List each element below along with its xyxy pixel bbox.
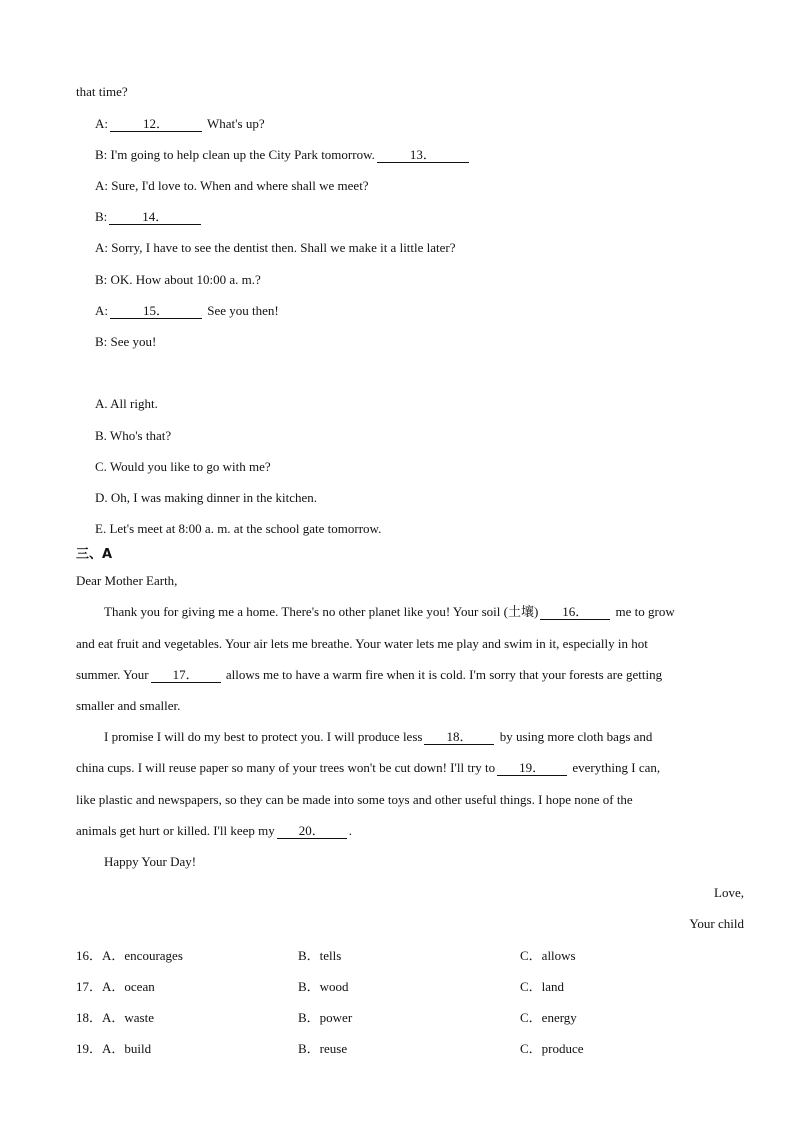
- answer-blank-17[interactable]: 17．: [151, 667, 221, 683]
- choice-c[interactable]: C．energy: [520, 1010, 577, 1025]
- choice-a[interactable]: A．encourages: [102, 948, 183, 963]
- dialogue-line-text: See you then!: [204, 303, 279, 318]
- question-number: 19．: [76, 1041, 103, 1056]
- answer-blank-13[interactable]: 13．: [377, 147, 469, 163]
- option-b: B. Who's that?: [95, 428, 172, 443]
- paragraph-text: Thank you for giving me a home. There's no other planet like you! Your soil (土壤): [104, 604, 539, 619]
- paragraph-text: allows me to have a warm fire when it is cold. I'm sorry that your forests are getting: [222, 667, 663, 682]
- answer-blank-12[interactable]: 12．: [110, 116, 202, 132]
- dialogue-line: [95, 208, 203, 226]
- option-d: D. Oh, I was making dinner in the kitchen.: [95, 490, 318, 505]
- paragraph-line: like plastic and newspapers, so they can be made into some toys and other useful things. I hope none of the: [76, 792, 633, 807]
- dialogue-line: B: See you!: [95, 334, 157, 349]
- dialogue-line-text: B: I'm going to help clean up the City Park tomorrow.: [95, 147, 375, 162]
- question-number: 17．: [76, 979, 103, 994]
- choice-row: [76, 1040, 151, 1058]
- choice-row: [76, 947, 183, 965]
- choice-c[interactable]: C．allows: [520, 948, 576, 963]
- paragraph-line: smaller and smaller.: [76, 698, 181, 713]
- choice-b[interactable]: B．power: [298, 1010, 353, 1025]
- answer-blank-18[interactable]: 18．: [424, 729, 494, 745]
- letter-signature: Your child: [689, 916, 744, 931]
- choice-a[interactable]: A．ocean: [102, 979, 155, 994]
- paragraph-line: [104, 603, 675, 621]
- paragraph-text: .: [348, 823, 352, 838]
- option-e: E. Let's meet at 8:00 a. m. at the school gate tomorrow.: [95, 521, 382, 536]
- dialogue-line-text: B:: [95, 209, 108, 224]
- dialogue-line: [95, 302, 279, 320]
- answer-blank-19[interactable]: 19．: [497, 760, 567, 776]
- choice-row: [76, 1009, 154, 1027]
- paragraph-line: [104, 728, 652, 746]
- dialogue-line: A: Sorry, I have to see the dentist then. Shall we make it a little later?: [95, 240, 456, 255]
- letter-salutation: Dear Mother Earth,: [76, 573, 178, 588]
- choice-b[interactable]: B．wood: [298, 979, 349, 994]
- answer-blank-14[interactable]: 14．: [109, 209, 201, 225]
- paragraph-text: by using more cloth bags and: [496, 729, 653, 744]
- paragraph-line: [76, 759, 660, 777]
- dialogue-line: [95, 115, 265, 133]
- choice-a[interactable]: A．waste: [102, 1010, 155, 1025]
- paragraph-text: I promise I will do my best to protect you. I will produce less: [104, 729, 423, 744]
- dialogue-line: B: OK. How about 10:00 a. m.?: [95, 272, 261, 287]
- paragraph-text: everything I can,: [569, 760, 661, 775]
- choice-b[interactable]: B．reuse: [298, 1041, 348, 1056]
- section-title: 三、A: [76, 547, 113, 562]
- answer-blank-15[interactable]: 15．: [110, 303, 202, 319]
- dialogue-line-text: A:: [95, 116, 108, 131]
- dialogue-line-text: A:: [95, 303, 108, 318]
- answer-blank-20[interactable]: 20．: [277, 823, 347, 839]
- choice-row: [76, 978, 155, 996]
- paragraph-text: summer. Your: [76, 667, 149, 682]
- paragraph-line: and eat fruit and vegetables. Your air lets me breathe. Your water lets me play and swim in it, especially in hot: [76, 636, 648, 651]
- question-number: 18．: [76, 1010, 103, 1025]
- choice-b[interactable]: B．tells: [298, 948, 342, 963]
- dialogue-line-text: What's up?: [204, 116, 265, 131]
- paragraph-text: me to grow: [612, 604, 675, 619]
- question-number: 16．: [76, 948, 103, 963]
- letter-signoff: Love,: [714, 885, 744, 900]
- choice-c[interactable]: C．produce: [520, 1041, 584, 1056]
- choice-c[interactable]: C．land: [520, 979, 565, 994]
- answer-blank-16[interactable]: 16．: [540, 604, 610, 620]
- dialogue-line: A: Sure, I'd love to. When and where shall we meet?: [95, 178, 369, 193]
- paragraph-text: animals get hurt or killed. I'll keep my: [76, 823, 275, 838]
- option-c: C. Would you like to go with me?: [95, 459, 271, 474]
- option-a: A. All right.: [95, 396, 158, 411]
- letter-closing: Happy Your Day!: [104, 854, 197, 869]
- dialogue-line: [95, 146, 471, 164]
- choice-a[interactable]: A．build: [102, 1041, 152, 1056]
- paragraph-line: [76, 822, 352, 840]
- dialogue-intro-tail: that time?: [76, 84, 128, 99]
- paragraph-line: [76, 666, 662, 684]
- paragraph-text: china cups. I will reuse paper so many of your trees won't be cut down! I'll try to: [76, 760, 496, 775]
